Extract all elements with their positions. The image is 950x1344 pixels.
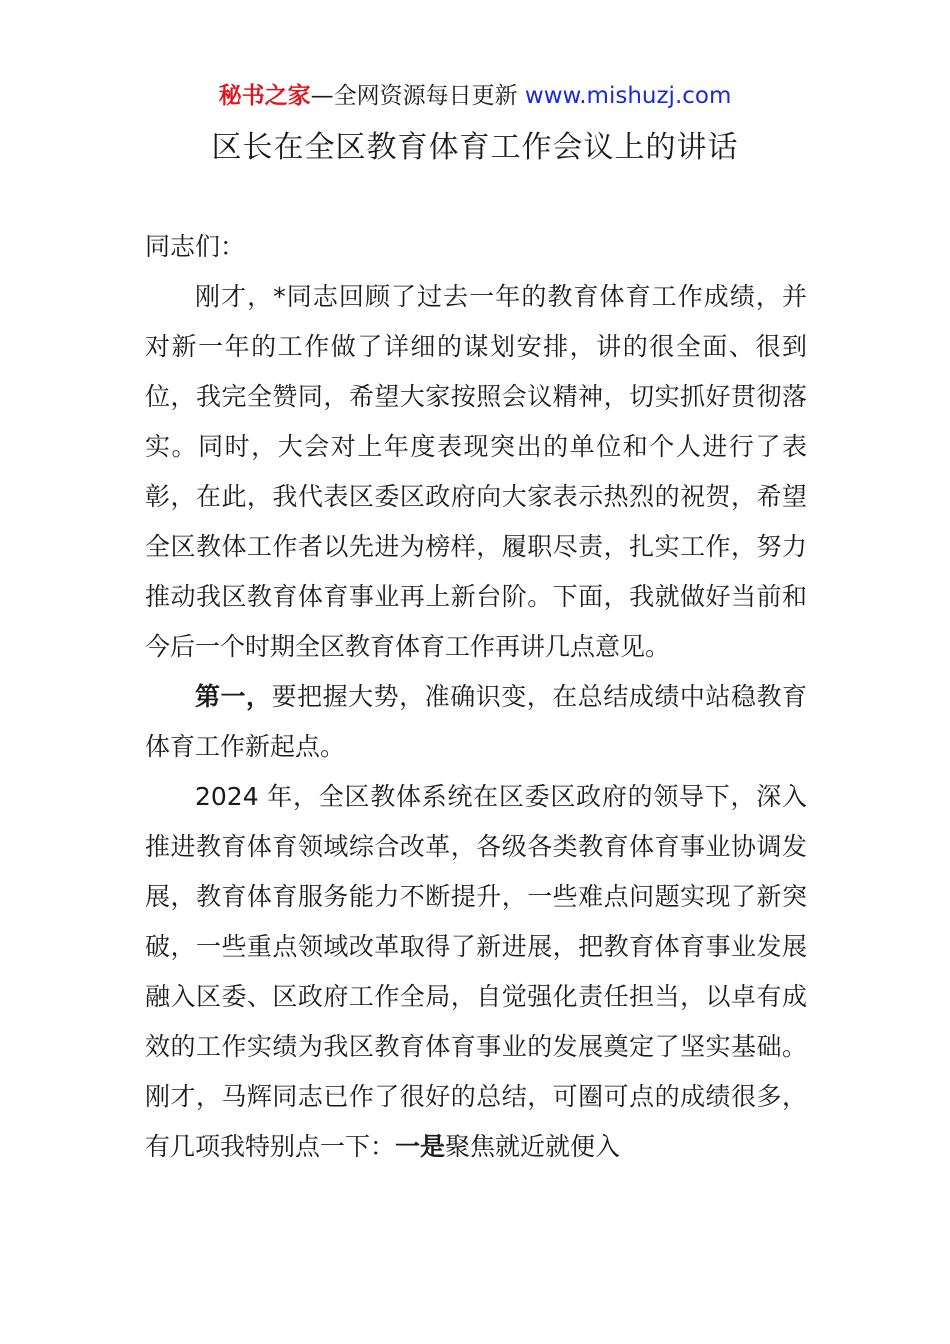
- section-heading-text: 要把握大势，准确识变，在总结成绩中站稳教育体育工作新起点。: [145, 682, 807, 761]
- paragraph-3-text: 2024 年，全区教体系统在区委区政府的领导下，深入推进教育体育领域综合改革，各级各类教育体育事业协调发展，教育体育服务能力不断提升，一些难点问题实现了新突破，一些重点领域改革取得了新进展，把教育体育事业发展融入区委、区政府工作全局，自觉强化责任担当，以卓有成效的工作实绩为我区教育体育事业的发展奠定了坚实基础。刚才，马辉同志已作了很好的总结，可圈可点的成绩很多，有几项我特别点一下：: [145, 782, 807, 1161]
- document-body: [145, 222, 807, 1172]
- header-tagline: —全网资源每日更新: [310, 83, 525, 109]
- paragraph-2: [145, 672, 807, 772]
- salutation: 同志们：: [145, 232, 246, 261]
- paragraph-1: 刚才，*同志回顾了过去一年的教育体育工作成绩，并对新一年的工作做了详细的谋划安排，讲的很全面、很到位，我完全赞同，希望大家按照会议精神，切实抓好贯彻落实。同时，大会对上年度表现突出的单位和个人进行了表彰，在此，我代表区委区政府向大家表示热烈的祝贺，希望全区教体工作者以先进为榜样，履职尽责，扎实工作，努力推动我区教育体育事业再上新台阶。下面，我就做好当前和今后一个时期全区教育体育工作再讲几点意见。: [145, 282, 807, 661]
- brand-name: 秘书之家: [218, 83, 311, 109]
- site-header: [0, 80, 950, 112]
- site-url-link[interactable]: www.mishuzj.com: [524, 83, 732, 109]
- point-marker: 一是: [395, 1132, 446, 1161]
- paragraph-3-tail: 聚焦就近就便入: [445, 1132, 621, 1161]
- paragraph-3: [145, 772, 807, 1172]
- section-lead: 第一，: [195, 682, 272, 711]
- document-title: 区长在全区教育体育工作会议上的讲话: [211, 130, 739, 165]
